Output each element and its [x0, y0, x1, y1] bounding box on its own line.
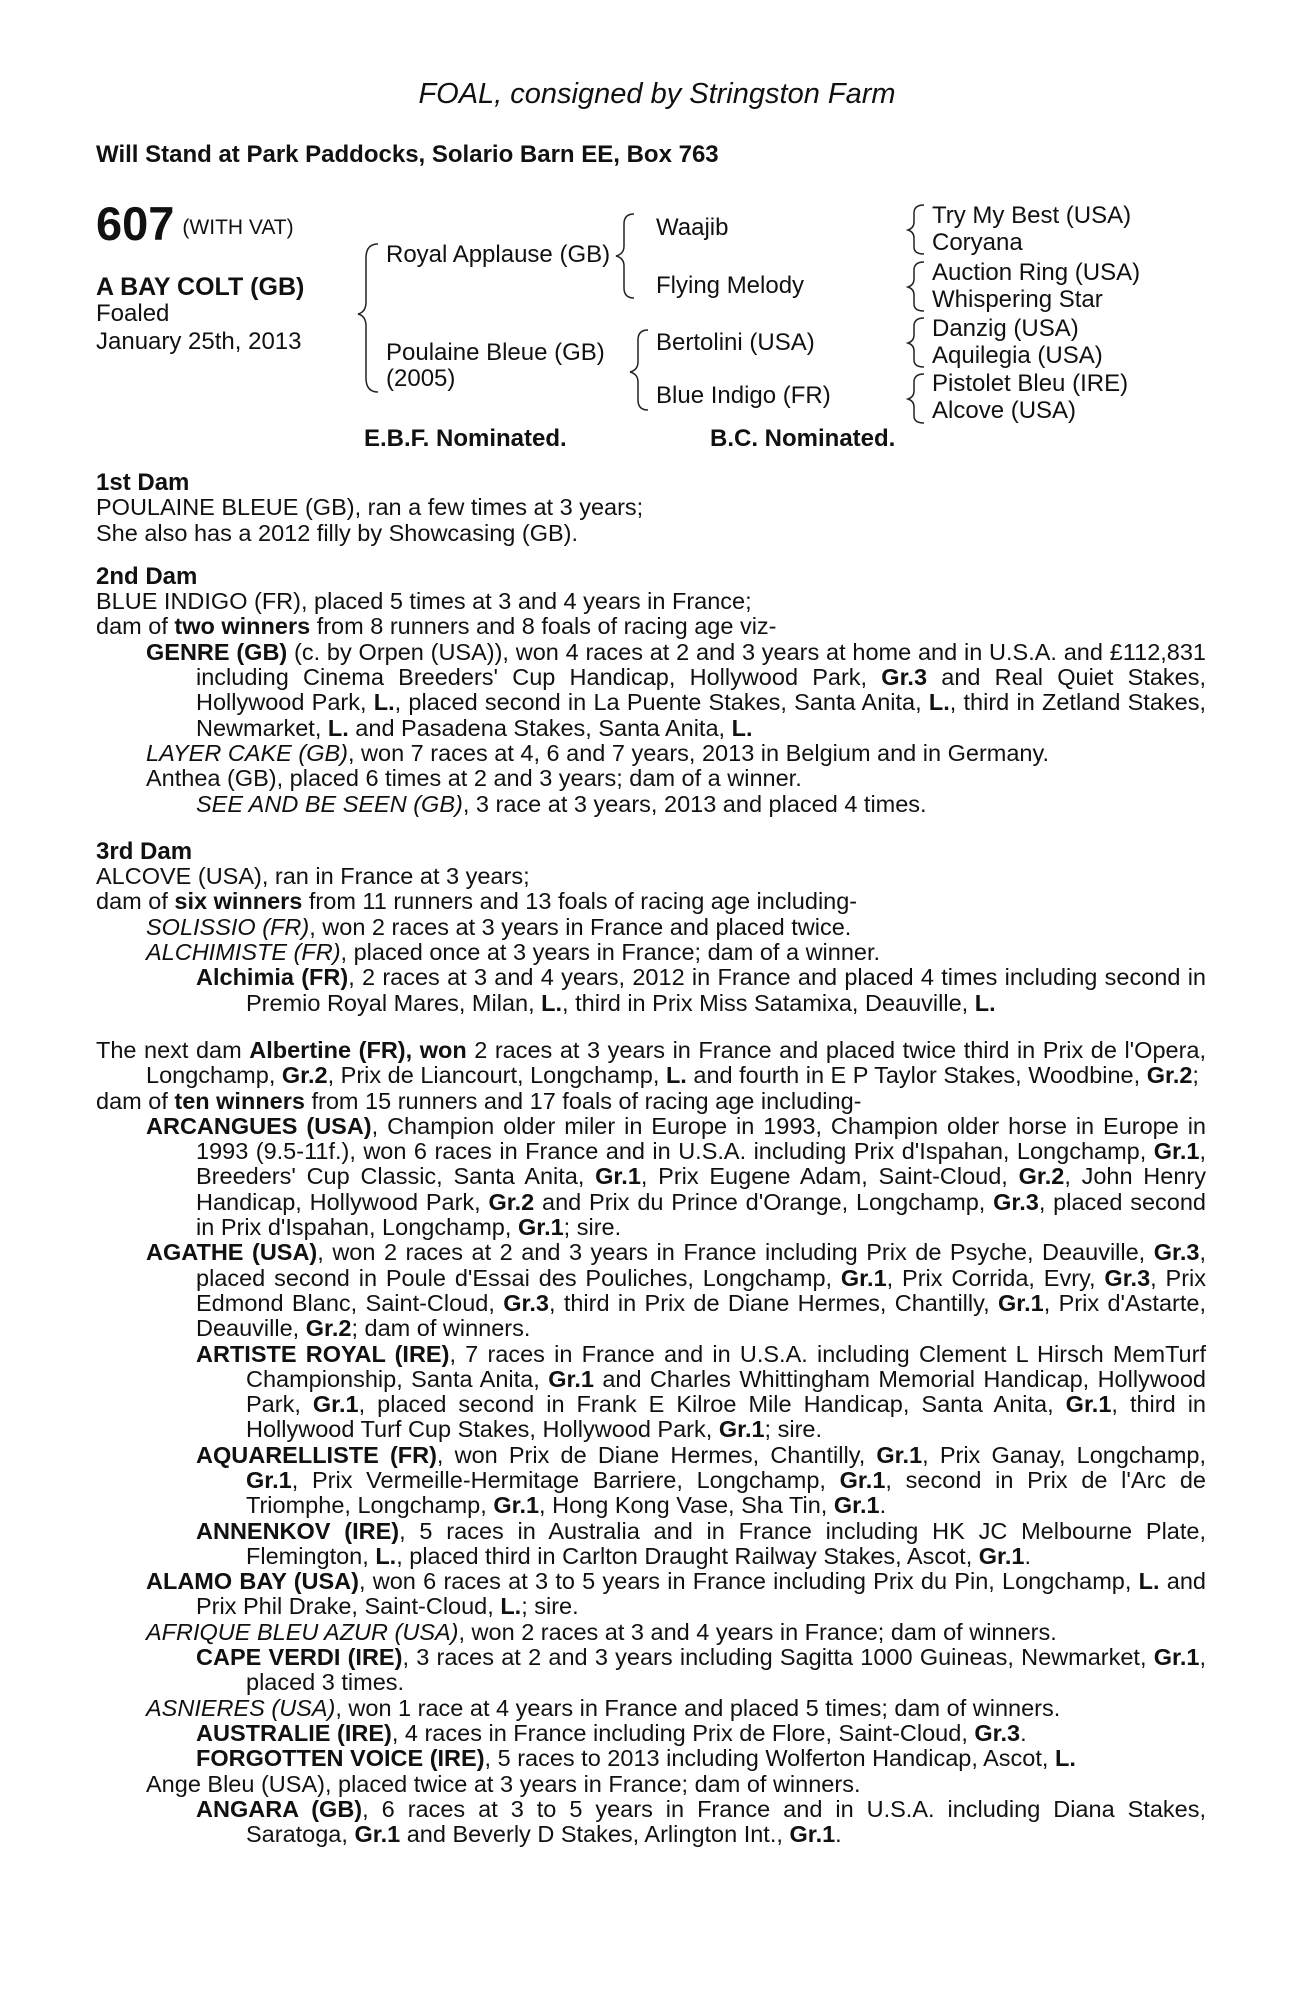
text: and Real Quiet Stakes, Hollywood Park,	[196, 664, 1206, 716]
text: , won 2 races at 3 and 4 years in France; dam of winners.	[458, 1618, 1057, 1645]
text: , third in Zetland Stakes, Newmarket,	[196, 689, 1207, 741]
grade: L.	[731, 714, 753, 741]
text: , Breeders' Cup Classic, Santa Anita,	[196, 1138, 1206, 1190]
entry-see-and-be-seen	[96, 792, 1206, 817]
text: , 3 races at 2 and 3 years including Sagitta 1000 Guineas, Newmarket,	[402, 1644, 1154, 1671]
grade: Gr.1	[876, 1441, 923, 1468]
text: , 6 races at 3 to 5 years in France and in U.S.A. including Diana Stakes, Saratoga,	[246, 1795, 1206, 1848]
grade: Gr.3	[974, 1719, 1021, 1746]
entry-layer-cake	[96, 741, 1206, 766]
foaled-label: Foaled	[96, 300, 170, 327]
pedigree-g3-7: Pistolet Bleu (IRE)	[932, 370, 1129, 397]
winners-count: two winners	[174, 613, 311, 640]
text: , won 6 races at 3 to 5 years in France including Prix du Pin, Longchamp,	[358, 1568, 1139, 1595]
horse-name: CAPE VERDI (IRE)	[196, 1644, 403, 1671]
text: , Prix Edmond Blanc, Saint-Cloud,	[196, 1264, 1207, 1316]
grade: Gr.1	[718, 1416, 765, 1443]
text: , placed second in Frank E Kilroe Mile Handicap, Santa Anita,	[358, 1391, 1066, 1418]
text: .	[879, 1492, 887, 1519]
grade: L.	[373, 689, 395, 716]
text: and fourth in E P Taylor Stakes, Woodbine,	[686, 1062, 1147, 1089]
text: and Prix du Prince d'Orange, Longchamp,	[534, 1188, 994, 1215]
pedigree-sire: Royal Applause (GB)	[386, 241, 611, 268]
text: ; dam of winners.	[351, 1315, 531, 1342]
grade: Gr.3	[993, 1188, 1039, 1215]
entry-forgotten-voice	[96, 1746, 1206, 1771]
pedigree-g3-2: Coryana	[932, 229, 1023, 256]
grade: Gr.2	[305, 1315, 352, 1342]
page-title: FOAL, consigned by Stringston Farm	[418, 78, 896, 110]
horse-name: ASNIERES (USA)	[146, 1694, 336, 1721]
entry-agathe	[96, 1240, 1206, 1341]
text: ; sire.	[521, 1593, 579, 1620]
pedigree-dam: Poulaine Bleue (GB)	[386, 339, 605, 366]
text: ; sire.	[563, 1214, 622, 1241]
entry-alamo-bay	[96, 1569, 1206, 1620]
text: , 4 races in France including Prix de Flore, Saint-Cloud,	[391, 1719, 975, 1746]
text: , third in Hollywood Turf Cup Stakes, Hollywood Park,	[246, 1391, 1206, 1443]
entry-arcangues	[96, 1114, 1206, 1240]
stand-location: Will Stand at Park Paddocks, Solario Barn EE, Box 763	[96, 141, 719, 168]
horse-name: AGATHE (USA)	[146, 1239, 318, 1266]
pedigree-notes	[96, 470, 1206, 1847]
text: and Prix Phil Drake, Saint-Cloud,	[196, 1568, 1206, 1620]
grade: Gr.2	[281, 1062, 328, 1089]
second-dam-line2	[96, 614, 1206, 639]
entry-cape-verdi	[96, 1645, 1206, 1696]
text: , placed once at 3 years in France; dam of a winner.	[340, 939, 881, 966]
horse-name: ANGARA (GB)	[196, 1795, 363, 1822]
horse-name: ANNENKOV (IRE)	[196, 1517, 400, 1544]
grade: Gr.1	[246, 1466, 292, 1493]
entry-angara	[96, 1797, 1206, 1848]
grade: Gr.1	[840, 1264, 887, 1291]
text: .	[835, 1821, 842, 1848]
text: The next dam	[96, 1036, 250, 1063]
text: , won 2 races at 2 and 3 years in France including Prix de Psyche, Deauville,	[317, 1239, 1154, 1266]
third-dam-heading: 3rd Dam	[96, 837, 193, 865]
grade: L.	[665, 1062, 687, 1089]
grade: Gr.1	[1153, 1644, 1200, 1671]
pedigree-dam-dam: Blue Indigo (FR)	[656, 382, 831, 409]
third-dam-line2	[96, 889, 1206, 914]
pedigree-g3-4: Whispering Star	[932, 286, 1103, 313]
brace-dam	[630, 330, 648, 410]
horse-name: ALAMO BAY (USA)	[146, 1568, 359, 1595]
grade: Gr.1	[998, 1289, 1044, 1316]
text: , won Prix de Diane Hermes, Chantilly,	[436, 1441, 877, 1468]
grade: Gr.1	[354, 1821, 401, 1848]
entry-alchimiste	[96, 940, 1206, 965]
text: , won 2 races at 3 years in France and placed twice.	[309, 913, 852, 940]
second-dam-line1: BLUE INDIGO (FR), placed 5 times at 3 and 4 years in France;	[96, 588, 752, 615]
text: , Prix Corrida, Evry,	[886, 1264, 1105, 1291]
winners-count: ten winners	[174, 1087, 305, 1114]
text: , won	[405, 1036, 467, 1063]
horse-name: FORGOTTEN VOICE (IRE)	[196, 1745, 485, 1772]
text: dam of	[96, 888, 175, 915]
text: from 8 runners and 8 foals of racing age viz-	[310, 613, 777, 640]
pedigree-dam-sire: Bertolini (USA)	[656, 329, 815, 356]
first-dam-line2: She also has a 2012 filly by Showcasing (GB).	[96, 519, 579, 546]
first-dam-heading: 1st Dam	[96, 469, 190, 496]
entry-annenkov	[96, 1519, 1206, 1570]
text: , placed third in Carlton Draught Railway Stakes, Ascot,	[396, 1542, 979, 1569]
ebf-nominated: E.B.F. Nominated.	[364, 425, 567, 452]
pedigree-g3-1: Try My Best (USA)	[932, 202, 1132, 229]
text: , 3 race at 3 years, 2013 and placed 4 times.	[462, 790, 927, 817]
grade: Gr.1	[548, 1365, 594, 1392]
lot-description: A BAY COLT (GB)	[96, 273, 305, 301]
text: , Prix Eugene Adam, Saint-Cloud,	[640, 1163, 1019, 1190]
horse-name: ARTISTE ROYAL (IRE)	[196, 1340, 450, 1367]
horse-name: Albertine (FR)	[249, 1036, 406, 1063]
next-dam-intro	[96, 1038, 1206, 1089]
grade: L.	[974, 989, 996, 1016]
text: , Prix Vermeille-Hermitage Barriere, Longchamp,	[291, 1466, 840, 1493]
first-dam-line1: POULAINE BLEUE (GB), ran a few times at 3 years;	[96, 494, 644, 521]
grade: Gr.1	[312, 1391, 359, 1418]
pedigree-sire-dam: Flying Melody	[656, 272, 805, 299]
text: , Prix d'Astarte, Deauville,	[196, 1289, 1206, 1342]
horse-name: AFRIQUE BLEU AZUR (USA)	[146, 1618, 459, 1645]
grade: L.	[375, 1542, 397, 1569]
grade: Gr.1	[1153, 1138, 1200, 1165]
grade: Gr.1	[595, 1163, 641, 1190]
text: , won 7 races at 4, 6 and 7 years, 2013 in Belgium and in Germany.	[347, 739, 1050, 766]
text: dam of	[96, 1087, 175, 1114]
text: , 5 races in Australia and in France including HK JC Melbourne Plate, Flemington,	[246, 1517, 1207, 1569]
pedigree-g3-6: Aquilegia (USA)	[932, 342, 1103, 369]
pedigree-dam-year: (2005)	[386, 365, 456, 392]
horse-name: Alchimia (FR)	[196, 964, 349, 991]
horse-name: ALCHIMISTE (FR)	[146, 939, 341, 966]
entry-aquarelliste	[96, 1443, 1206, 1519]
second-dam-heading: 2nd Dam	[96, 562, 198, 590]
entry-anthea: Anthea (GB), placed 6 times at 2 and 3 years; dam of a winner.	[146, 765, 802, 792]
text: , second in Prix de l'Arc de Triomphe, Longchamp,	[246, 1466, 1206, 1519]
grade: L.	[541, 989, 563, 1016]
lot-number: 607	[96, 197, 175, 250]
text: , placed second in La Puente Stakes, Santa Anita,	[394, 689, 929, 716]
text: from 11 runners and 13 foals of racing age including-	[302, 888, 858, 915]
grade: Gr.3	[503, 1289, 549, 1316]
text: , 5 races to 2013 including Wolferton Handicap, Ascot,	[484, 1745, 1055, 1772]
text: .	[1020, 1719, 1027, 1746]
text: and Beverly D Stakes, Arlington Int.,	[400, 1821, 790, 1848]
winners-count: six winners	[174, 888, 303, 915]
grade: Gr.3	[1104, 1264, 1151, 1291]
text: (c. by Orpen (USA)), won 4 races at 2 and 3 years at home and in U.S.A. and £112,831 including Cinema Breeders' Cup Handicap, Hollywood Park,	[196, 638, 1207, 691]
text: , third in Prix Miss Satamixa, Deauville,	[562, 989, 975, 1016]
text: and Charles Whittingham Memorial Handicap, Hollywood Park,	[246, 1365, 1206, 1418]
text: , Hong Kong Vase, Sha Tin,	[539, 1492, 834, 1519]
horse-name: SOLISSIO (FR)	[146, 913, 310, 940]
bc-nominated: B.C. Nominated.	[710, 425, 896, 452]
grade: Gr.1	[493, 1492, 540, 1519]
brace-g3b	[908, 262, 924, 311]
brace-g3c	[908, 318, 924, 367]
next-dam-line2	[96, 1089, 1206, 1114]
grade: Gr.2	[488, 1188, 535, 1215]
grade: Gr.2	[1018, 1163, 1065, 1190]
horse-name: LAYER CAKE (GB)	[146, 739, 348, 766]
third-dam-line1: ALCOVE (USA), ran in France at 3 years;	[96, 863, 530, 890]
text: ;	[1192, 1062, 1199, 1089]
pedigree-sire-sire: Waajib	[656, 214, 729, 241]
grade: Gr.3	[881, 664, 928, 691]
horse-name: GENRE (GB)	[146, 638, 288, 665]
vat-label: (WITH VAT)	[182, 216, 294, 239]
entry-asnieres	[96, 1696, 1206, 1721]
entry-alchimia	[96, 965, 1206, 1016]
horse-name: ARCANGUES (USA)	[146, 1112, 372, 1139]
pedigree-g3-3: Auction Ring (USA)	[932, 259, 1141, 286]
text: ; sire.	[764, 1416, 823, 1443]
text: , placed second in Poule d'Essai des Pouliches, Longchamp,	[196, 1239, 1206, 1291]
entry-australie	[96, 1721, 1206, 1746]
text: , Champion older miler in Europe in 1993, Champion older horse in Europe in 1993 (9.5-11f.), won 6 races in France and in U.S.A. including Prix d'Ispahan, Longchamp,	[196, 1112, 1207, 1165]
horse-name: AQUARELLISTE (FR)	[196, 1441, 437, 1468]
grade: Gr.1	[789, 1821, 836, 1848]
text: , won 1 race at 4 years in France and placed 5 times; dam of winners.	[335, 1694, 1061, 1721]
grade: Gr.1	[978, 1542, 1025, 1569]
brace-sire	[616, 214, 634, 298]
entry-ange-bleu: Ange Bleu (USA), placed twice at 3 years in France; dam of winners.	[146, 1770, 861, 1797]
entry-artiste-royal	[96, 1342, 1206, 1443]
text: dam of	[96, 613, 175, 640]
grade: L.	[500, 1593, 522, 1620]
pedigree-g3-5: Danzig (USA)	[932, 315, 1079, 342]
brace-g3d	[908, 374, 924, 423]
text: 2 races at 3 years in France and placed twice third in Prix de l'Opera, Longchamp,	[146, 1036, 1207, 1089]
text: , Prix de Liancourt, Longchamp,	[327, 1062, 666, 1089]
foaled-date: January 25th, 2013	[96, 328, 302, 355]
text: , John Henry Handicap, Hollywood Park,	[196, 1163, 1206, 1215]
entry-solissio	[96, 915, 1206, 940]
text: , 7 races in France and in U.S.A. including Clement L Hirsch MemTurf Championship, Santa Anita,	[246, 1340, 1206, 1392]
horse-name: AUSTRALIE (IRE)	[196, 1719, 392, 1746]
grade: L.	[1138, 1568, 1160, 1595]
grade: Gr.3	[1153, 1239, 1200, 1266]
entry-afrique-bleu-azur	[96, 1620, 1206, 1645]
grade: Gr.1	[833, 1492, 880, 1519]
grade: L.	[928, 689, 950, 716]
text: from 15 runners and 17 foals of racing age including-	[304, 1087, 862, 1114]
grade: Gr.1	[1065, 1391, 1112, 1418]
grade: Gr.2	[1146, 1062, 1193, 1089]
grade: L.	[327, 714, 349, 741]
grade: Gr.1	[839, 1466, 886, 1493]
text: .	[1024, 1542, 1032, 1569]
grade: Gr.1	[517, 1214, 564, 1241]
pedigree-g3-8: Alcove (USA)	[932, 397, 1077, 424]
text: , third in Prix de Diane Hermes, Chantilly,	[548, 1289, 999, 1316]
brace-g3a	[908, 205, 924, 254]
text: , placed 3 times.	[246, 1644, 1206, 1696]
brace-gen1	[358, 244, 378, 392]
text: , 2 races at 3 and 4 years, 2012 in France and placed 4 times including second in Premio Royal Mares, Milan,	[246, 964, 1206, 1016]
text: , placed second in Prix d'Ispahan, Longchamp,	[196, 1188, 1206, 1241]
text: , Prix Ganay, Longchamp,	[922, 1441, 1206, 1468]
grade: L.	[1054, 1745, 1076, 1772]
entry-genre	[96, 640, 1206, 741]
text: and Pasadena Stakes, Santa Anita,	[348, 714, 732, 741]
horse-name: SEE AND BE SEEN (GB)	[196, 790, 463, 817]
